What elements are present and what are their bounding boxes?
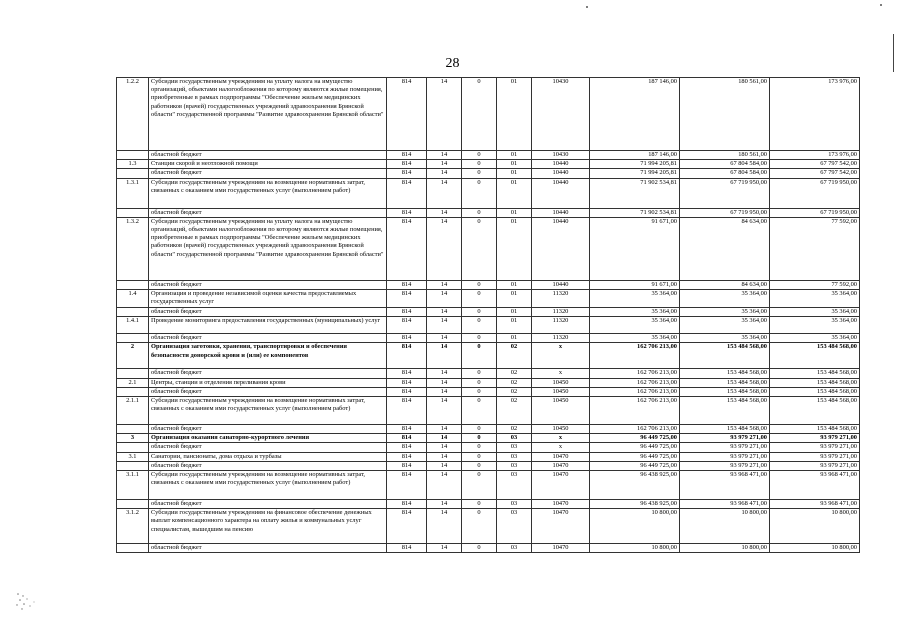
value-year-3: 173 976,00 [770,151,860,160]
code-direction: x [532,343,590,369]
code-program: 14 [427,160,462,169]
row-number: 2 [117,343,149,369]
row-number: 2.1 [117,378,149,387]
value-year-2: 153 484 568,00 [680,425,770,434]
value-year-3: 10 800,00 [770,544,860,553]
table-row [117,290,860,308]
value-year-2: 93 979 271,00 [680,452,770,461]
value-year-1: 96 438 925,00 [590,500,680,509]
row-name: областной бюджет [149,169,387,178]
code-measure: 01 [497,151,532,160]
value-year-3: 153 484 568,00 [770,425,860,434]
code-subprogram: 0 [462,500,497,509]
value-year-3: 67 719 950,00 [770,208,860,217]
value-year-2: 84 634,00 [680,217,770,280]
value-year-3: 10 800,00 [770,509,860,544]
value-year-2: 93 979 271,00 [680,443,770,452]
value-year-2: 93 968 471,00 [680,500,770,509]
code-direction: 10440 [532,160,590,169]
value-year-1: 35 364,00 [590,308,680,317]
code-program: 14 [427,343,462,369]
value-year-3: 93 979 271,00 [770,443,860,452]
value-year-1: 162 706 213,00 [590,378,680,387]
code-measure: 03 [497,443,532,452]
code-measure: 02 [497,369,532,378]
value-year-1: 91 671,00 [590,280,680,289]
row-name: областной бюджет [149,443,387,452]
value-year-2: 67 719 950,00 [680,178,770,208]
code-subprogram: 0 [462,343,497,369]
code-direction: 10440 [532,217,590,280]
code-measure: 01 [497,280,532,289]
value-year-2: 67 804 584,00 [680,169,770,178]
code-glava: 814 [387,178,427,208]
budget-table [116,77,860,553]
scan-smudge [14,590,44,612]
value-year-1: 162 706 213,00 [590,343,680,369]
table-row [117,169,860,178]
code-direction: 11320 [532,308,590,317]
value-year-3: 77 592,00 [770,280,860,289]
row-number [117,544,149,553]
code-direction: x [532,434,590,443]
scan-speck [586,6,588,8]
row-number [117,308,149,317]
code-measure: 02 [497,387,532,396]
code-direction: 11320 [532,334,590,343]
value-year-1: 71 902 534,81 [590,178,680,208]
code-glava: 814 [387,434,427,443]
table-row [117,334,860,343]
row-name: Организация и проведение независимой оценки качества предоставляемых государственных услуг [149,290,387,308]
value-year-3: 173 976,00 [770,78,860,151]
row-name: областной бюджет [149,334,387,343]
row-number: 3.1 [117,452,149,461]
code-glava: 814 [387,308,427,317]
code-direction: 10470 [532,471,590,500]
value-year-3: 67 797 542,00 [770,169,860,178]
row-number [117,425,149,434]
row-name: Субсидии государственным учреждениям на финансовое обеспечение денежных выплат компенсационного характера на оплату жилья и коммунальных услуг специалистам, вышедшим на пенсию [149,509,387,544]
code-direction: 10440 [532,208,590,217]
code-subprogram: 0 [462,461,497,470]
row-number [117,369,149,378]
code-measure: 03 [497,471,532,500]
table-row [117,280,860,289]
code-glava: 814 [387,169,427,178]
row-number: 1.3.2 [117,217,149,280]
code-glava: 814 [387,160,427,169]
table-row [117,443,860,452]
code-glava: 814 [387,544,427,553]
row-number: 3.1.2 [117,509,149,544]
row-name: областной бюджет [149,544,387,553]
value-year-3: 153 484 568,00 [770,397,860,425]
code-direction: 10430 [532,151,590,160]
table-row [117,452,860,461]
value-year-2: 67 804 584,00 [680,160,770,169]
value-year-2: 180 561,00 [680,78,770,151]
code-direction: 10470 [532,509,590,544]
code-glava: 814 [387,443,427,452]
row-name: Субсидии государственным учреждениям на возмещение нормативных затрат, связанных с оказанием ими государственных услуг (выполнением работ) [149,471,387,500]
code-subprogram: 0 [462,397,497,425]
code-measure: 03 [497,452,532,461]
table-row [117,369,860,378]
row-name: Организация заготовки, хранения, транспортировки и обеспечения безопасности донорской крови и (или) ее компонентов [149,343,387,369]
value-year-2: 180 561,00 [680,151,770,160]
value-year-2: 153 484 568,00 [680,387,770,396]
value-year-2: 93 979 271,00 [680,461,770,470]
code-measure: 03 [497,461,532,470]
value-year-1: 71 994 205,81 [590,169,680,178]
code-glava: 814 [387,500,427,509]
value-year-3: 77 592,00 [770,217,860,280]
code-measure: 02 [497,425,532,434]
value-year-3: 35 364,00 [770,290,860,308]
code-program: 14 [427,387,462,396]
value-year-1: 91 671,00 [590,217,680,280]
code-subprogram: 0 [462,178,497,208]
value-year-1: 10 800,00 [590,509,680,544]
code-measure: 02 [497,397,532,425]
value-year-2: 153 484 568,00 [680,397,770,425]
row-name: областной бюджет [149,500,387,509]
code-subprogram: 0 [462,317,497,334]
code-subprogram: 0 [462,544,497,553]
code-measure: 01 [497,308,532,317]
code-direction: 10450 [532,425,590,434]
code-measure: 01 [497,169,532,178]
code-measure: 01 [497,160,532,169]
value-year-2: 84 634,00 [680,280,770,289]
table-row [117,308,860,317]
code-subprogram: 0 [462,425,497,434]
code-glava: 814 [387,217,427,280]
row-name: областной бюджет [149,208,387,217]
code-measure: 03 [497,500,532,509]
code-subprogram: 0 [462,308,497,317]
code-measure: 03 [497,544,532,553]
table-row [117,378,860,387]
code-glava: 814 [387,151,427,160]
scan-speck [880,4,882,6]
code-program: 14 [427,425,462,434]
row-name: Субсидии государственным учреждениям на возмещение нормативных затрат, связанных с оказанием ими государственных услуг (выполнением работ) [149,397,387,425]
code-glava: 814 [387,425,427,434]
value-year-2: 35 364,00 [680,290,770,308]
value-year-2: 153 484 568,00 [680,378,770,387]
value-year-1: 35 364,00 [590,334,680,343]
value-year-1: 96 449 725,00 [590,443,680,452]
code-program: 14 [427,471,462,500]
code-glava: 814 [387,290,427,308]
code-direction: 10440 [532,280,590,289]
code-subprogram: 0 [462,509,497,544]
table-row [117,544,860,553]
code-measure: 01 [497,217,532,280]
page-number: 28 [445,56,460,71]
value-year-3: 153 484 568,00 [770,378,860,387]
code-direction: 10440 [532,169,590,178]
code-direction: 10470 [532,452,590,461]
value-year-3: 93 968 471,00 [770,471,860,500]
row-name: Проведение мониторинга предоставления государственных (муниципальных) услуг [149,317,387,334]
row-name: Центры, станции и отделения переливания крови [149,378,387,387]
code-program: 14 [427,208,462,217]
code-glava: 814 [387,343,427,369]
code-program: 14 [427,509,462,544]
code-program: 14 [427,308,462,317]
row-number [117,443,149,452]
row-number [117,500,149,509]
code-direction: 10450 [532,387,590,396]
row-name: Станции скорой и неотложной помощи [149,160,387,169]
value-year-1: 162 706 213,00 [590,397,680,425]
value-year-3: 93 979 271,00 [770,452,860,461]
code-subprogram: 0 [462,387,497,396]
code-direction: 10470 [532,544,590,553]
row-name: областной бюджет [149,151,387,160]
table-row [117,397,860,425]
code-subprogram: 0 [462,434,497,443]
code-subprogram: 0 [462,78,497,151]
row-name: областной бюджет [149,280,387,289]
code-subprogram: 0 [462,169,497,178]
table-row [117,461,860,470]
code-program: 14 [427,461,462,470]
value-year-3: 93 968 471,00 [770,500,860,509]
code-measure: 03 [497,434,532,443]
code-measure: 01 [497,334,532,343]
row-name: областной бюджет [149,369,387,378]
row-name: областной бюджет [149,387,387,396]
value-year-3: 153 484 568,00 [770,343,860,369]
value-year-3: 35 364,00 [770,334,860,343]
value-year-2: 10 800,00 [680,509,770,544]
table-row [117,387,860,396]
row-number: 1.2.2 [117,78,149,151]
table-row [117,425,860,434]
value-year-3: 35 364,00 [770,308,860,317]
table-row [117,208,860,217]
row-number: 1.4 [117,290,149,308]
value-year-1: 96 449 725,00 [590,434,680,443]
value-year-3: 67 719 950,00 [770,178,860,208]
row-name: Организация оказания санаторно-курортного лечения [149,434,387,443]
code-direction: 10470 [532,461,590,470]
value-year-1: 10 800,00 [590,544,680,553]
code-subprogram: 0 [462,378,497,387]
code-program: 14 [427,443,462,452]
value-year-2: 35 364,00 [680,308,770,317]
code-glava: 814 [387,387,427,396]
table-row [117,151,860,160]
code-glava: 814 [387,317,427,334]
row-number [117,208,149,217]
code-glava: 814 [387,334,427,343]
value-year-1: 96 449 725,00 [590,452,680,461]
code-program: 14 [427,178,462,208]
code-program: 14 [427,369,462,378]
code-direction: 10470 [532,500,590,509]
code-subprogram: 0 [462,334,497,343]
code-glava: 814 [387,471,427,500]
row-name: Санатории, пансионаты, дома отдыха и турбазы [149,452,387,461]
code-direction: 10440 [532,178,590,208]
table-row [117,471,860,500]
code-measure: 01 [497,178,532,208]
code-program: 14 [427,452,462,461]
row-name: Субсидии государственным учреждениям на возмещение нормативных затрат, связанных с оказанием ими государственных услуг (выполнением работ) [149,178,387,208]
table-row [117,217,860,280]
code-measure: 02 [497,378,532,387]
code-program: 14 [427,280,462,289]
value-year-3: 153 484 568,00 [770,387,860,396]
table-row [117,78,860,151]
code-program: 14 [427,334,462,343]
code-measure: 01 [497,290,532,308]
value-year-2: 10 800,00 [680,544,770,553]
code-direction: 10430 [532,78,590,151]
code-measure: 01 [497,208,532,217]
row-number: 1.3.1 [117,178,149,208]
code-subprogram: 0 [462,290,497,308]
value-year-3: 93 979 271,00 [770,434,860,443]
code-measure: 03 [497,509,532,544]
row-number: 1.4.1 [117,317,149,334]
code-program: 14 [427,78,462,151]
table-row [117,178,860,208]
value-year-1: 96 449 725,00 [590,461,680,470]
row-name: Субсидии государственным учреждениям на уплату налога на имущество организаций, объектами налогообложения по которому являются жилые помещения, приобретенные в рамках подпрограммы "Обеспечение жильем медицинских работников (врачей) государственных учреждений здравоохранения Брянской области" государственной программы "Развитие здравоохранения Брянской области" [149,217,387,280]
row-number [117,334,149,343]
code-subprogram: 0 [462,369,497,378]
value-year-1: 162 706 213,00 [590,369,680,378]
value-year-1: 71 902 534,81 [590,208,680,217]
table-row [117,160,860,169]
value-year-2: 35 364,00 [680,317,770,334]
code-program: 14 [427,290,462,308]
code-direction: 10450 [532,397,590,425]
table-row [117,500,860,509]
code-direction: x [532,443,590,452]
code-direction: 11320 [532,317,590,334]
value-year-1: 187 146,00 [590,151,680,160]
code-direction: 10450 [532,378,590,387]
code-subprogram: 0 [462,452,497,461]
code-subprogram: 0 [462,443,497,452]
row-name: областной бюджет [149,425,387,434]
code-program: 14 [427,434,462,443]
value-year-3: 93 979 271,00 [770,461,860,470]
value-year-1: 187 146,00 [590,78,680,151]
code-program: 14 [427,317,462,334]
value-year-1: 35 364,00 [590,317,680,334]
row-name: областной бюджет [149,308,387,317]
row-name: областной бюджет [149,461,387,470]
value-year-2: 153 484 568,00 [680,369,770,378]
table-row [117,509,860,544]
value-year-2: 93 979 271,00 [680,434,770,443]
value-year-1: 162 706 213,00 [590,387,680,396]
code-measure: 01 [497,317,532,334]
value-year-3: 153 484 568,00 [770,369,860,378]
code-subprogram: 0 [462,208,497,217]
code-subprogram: 0 [462,151,497,160]
code-program: 14 [427,169,462,178]
code-glava: 814 [387,208,427,217]
code-glava: 814 [387,397,427,425]
code-program: 14 [427,217,462,280]
code-program: 14 [427,544,462,553]
code-program: 14 [427,378,462,387]
row-number: 2.1.1 [117,397,149,425]
code-measure: 02 [497,343,532,369]
row-number: 3.1.1 [117,471,149,500]
code-subprogram: 0 [462,160,497,169]
row-number [117,387,149,396]
code-glava: 814 [387,369,427,378]
code-glava: 814 [387,78,427,151]
code-glava: 814 [387,452,427,461]
value-year-2: 153 484 568,00 [680,343,770,369]
code-program: 14 [427,500,462,509]
row-number [117,169,149,178]
code-subprogram: 0 [462,280,497,289]
table-row [117,317,860,334]
value-year-1: 96 438 925,00 [590,471,680,500]
code-subprogram: 0 [462,217,497,280]
code-glava: 814 [387,378,427,387]
row-name: Субсидии государственным учреждениям на уплату налога на имущество организаций, объектами налогообложения по которому являются жилые помещения, приобретенные в рамках подпрограммы "Обеспечение жильем медицинских работников (врачей) государственных учреждений здравоохранения Брянской области" государственной программы "Развитие здравоохранения Брянской области" [149,78,387,151]
code-direction: 11320 [532,290,590,308]
scan-edge-line [893,34,894,72]
value-year-2: 35 364,00 [680,334,770,343]
value-year-2: 67 719 950,00 [680,208,770,217]
value-year-1: 35 364,00 [590,290,680,308]
value-year-3: 35 364,00 [770,317,860,334]
code-glava: 814 [387,280,427,289]
value-year-1: 71 994 205,81 [590,160,680,169]
value-year-3: 67 797 542,00 [770,160,860,169]
code-program: 14 [427,151,462,160]
code-program: 14 [427,397,462,425]
code-measure: 01 [497,78,532,151]
value-year-1: 162 706 213,00 [590,425,680,434]
table-row [117,434,860,443]
value-year-2: 93 968 471,00 [680,471,770,500]
table-row [117,343,860,369]
code-direction: x [532,369,590,378]
code-glava: 814 [387,509,427,544]
row-number [117,461,149,470]
row-number: 1.3 [117,160,149,169]
code-subprogram: 0 [462,471,497,500]
row-number: 3 [117,434,149,443]
row-number [117,280,149,289]
row-number [117,151,149,160]
code-glava: 814 [387,461,427,470]
